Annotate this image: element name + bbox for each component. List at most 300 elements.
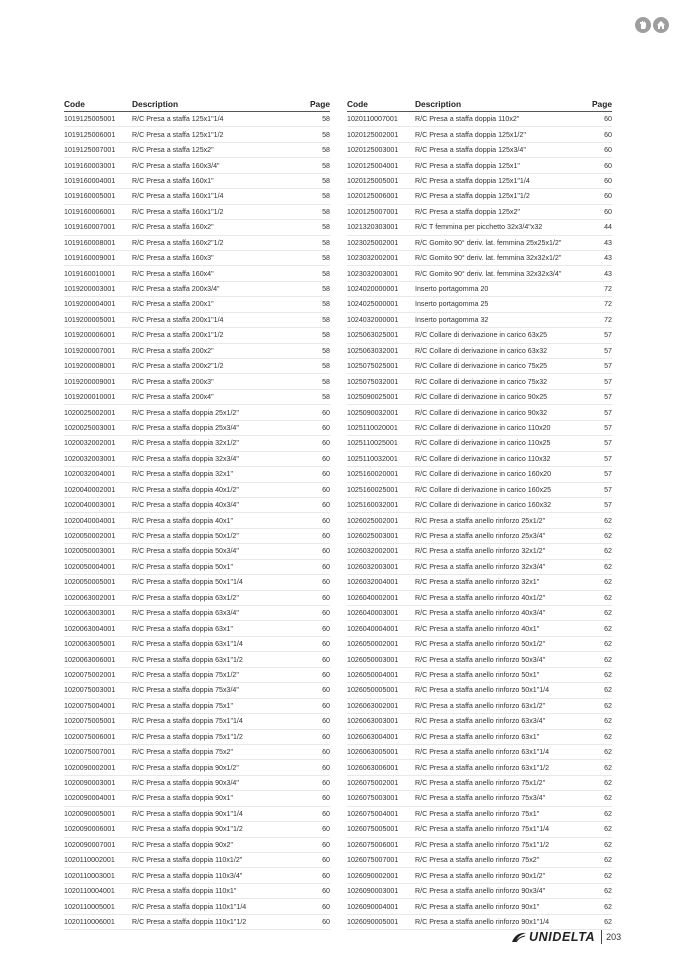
cell-page: 62 (585, 683, 612, 698)
cell-description: R/C Presa a staffa doppia 63x1/2" (132, 590, 302, 605)
cell-description: R/C Presa a staffa anello rinforzo 50x1" (415, 667, 585, 682)
cell-description: R/C Presa a staffa 200x2" (132, 343, 302, 358)
cell-description: R/C Presa a staffa anello rinforzo 75x1"1/4 (415, 822, 585, 837)
cell-code: 1020110003001 (64, 868, 132, 883)
cell-description: R/C Presa a staffa doppia 110x1/2" (132, 853, 302, 868)
cell-page: 60 (302, 467, 330, 482)
cell-page: 60 (302, 683, 330, 698)
cell-code: 1020040003001 (64, 497, 132, 512)
cell-code: 1020025002001 (64, 405, 132, 420)
table-row (64, 528, 330, 543)
cell-page: 57 (585, 389, 612, 404)
cell-page: 72 (585, 312, 612, 327)
table-row (347, 142, 612, 157)
cell-page: 60 (302, 420, 330, 435)
table-row (347, 405, 612, 420)
table-row (64, 822, 330, 837)
cell-description: R/C Presa a staffa doppia 50x1" (132, 559, 302, 574)
cell-code: 1020075007001 (64, 744, 132, 759)
cell-code: 1026063005001 (347, 744, 415, 759)
cell-page: 62 (585, 837, 612, 852)
table-row (347, 220, 612, 235)
cell-page: 62 (585, 714, 612, 729)
cell-page: 62 (585, 899, 612, 914)
cell-page: 58 (302, 127, 330, 142)
cell-page: 60 (302, 744, 330, 759)
cell-code: 1020090006001 (64, 822, 132, 837)
cell-description: R/C Presa a staffa doppia 110x1"1/2 (132, 914, 302, 929)
cell-code: 1020125004001 (347, 158, 415, 173)
cell-code: 1026075002001 (347, 775, 415, 790)
cell-code: 1024025000001 (347, 297, 415, 312)
cell-code: 1019125006001 (64, 127, 132, 142)
cell-description: R/C Collare di derivazione in carico 110x20 (415, 420, 585, 435)
cell-page: 62 (585, 528, 612, 543)
table-row (64, 127, 330, 142)
cell-page: 60 (302, 451, 330, 466)
cell-description: R/C Presa a staffa doppia 110x1" (132, 883, 302, 898)
cell-code: 1026050004001 (347, 667, 415, 682)
table-row (347, 328, 612, 343)
cell-code: 1023025002001 (347, 235, 415, 250)
cell-page: 58 (302, 343, 330, 358)
cell-page: 62 (585, 883, 612, 898)
cell-description: R/C Gomito 90° deriv. lat. femmina 32x32x1/2" (415, 250, 585, 265)
table-row (64, 158, 330, 173)
cell-page: 43 (585, 250, 612, 265)
cell-description: R/C Presa a staffa anello rinforzo 75x1/2" (415, 775, 585, 790)
table-row (64, 683, 330, 698)
page-footer (510, 930, 621, 944)
cell-code: 1019200008001 (64, 359, 132, 374)
cell-code: 1020032004001 (64, 467, 132, 482)
cell-page: 62 (585, 590, 612, 605)
cell-page: 60 (302, 621, 330, 636)
table-row (64, 312, 330, 327)
cell-description: R/C Presa a staffa doppia 63x1"1/2 (132, 652, 302, 667)
table-row (64, 405, 330, 420)
cell-code: 1025110025001 (347, 436, 415, 451)
table-row (347, 343, 612, 358)
cell-page: 43 (585, 235, 612, 250)
cell-code: 1020050002001 (64, 528, 132, 543)
header-page: Page (302, 97, 330, 112)
cell-code: 1021320303001 (347, 220, 415, 235)
cell-page: 58 (302, 312, 330, 327)
cell-description: R/C Presa a staffa 200x1" (132, 297, 302, 312)
cell-code: 1026063003001 (347, 714, 415, 729)
cell-description: R/C Presa a staffa doppia 75x1/2" (132, 667, 302, 682)
cell-code: 1025075025001 (347, 359, 415, 374)
cell-code: 1025160032001 (347, 497, 415, 512)
cell-page: 57 (585, 328, 612, 343)
table-row (64, 914, 330, 929)
cell-code: 1020050005001 (64, 575, 132, 590)
table-row (347, 822, 612, 837)
cell-code: 1020090003001 (64, 775, 132, 790)
cell-page: 62 (585, 822, 612, 837)
cell-description: R/C Presa a staffa anello rinforzo 90x1"1/4 (415, 914, 585, 929)
table-row (347, 714, 612, 729)
cell-description: Inserto portagomma 25 (415, 297, 585, 312)
cell-code: 1019160004001 (64, 173, 132, 188)
cell-page: 60 (585, 142, 612, 157)
cell-page: 60 (302, 528, 330, 543)
table-row (64, 420, 330, 435)
table-row (64, 497, 330, 512)
unidelta-logo-icon (510, 930, 528, 944)
cell-page: 60 (302, 405, 330, 420)
cell-page: 60 (302, 606, 330, 621)
cell-description: R/C Presa a staffa 200x3/4" (132, 281, 302, 296)
table-row (347, 791, 612, 806)
cell-page: 62 (585, 667, 612, 682)
cell-page: 57 (585, 451, 612, 466)
table-row (64, 142, 330, 157)
table-row (347, 667, 612, 682)
cell-page: 60 (585, 127, 612, 142)
cell-page: 60 (302, 899, 330, 914)
cell-description: R/C Collare di derivazione in carico 110x32 (415, 451, 585, 466)
cell-code: 1020063002001 (64, 590, 132, 605)
hand-back-icon (638, 20, 648, 30)
cell-code: 1026025003001 (347, 528, 415, 543)
cell-code: 1026075004001 (347, 806, 415, 821)
table-row (64, 112, 330, 127)
cell-page: 62 (585, 513, 612, 528)
cell-description: R/C Presa a staffa 160x2" (132, 220, 302, 235)
cell-description: R/C Presa a staffa doppia 75x1"1/4 (132, 714, 302, 729)
cell-code: 1019200004001 (64, 297, 132, 312)
cell-code: 1020125006001 (347, 189, 415, 204)
table-header (347, 97, 612, 112)
cell-code: 1026040004001 (347, 621, 415, 636)
cell-description: R/C Presa a staffa 160x1" (132, 173, 302, 188)
cell-page: 62 (585, 621, 612, 636)
brand-logo (510, 930, 595, 944)
cell-code: 1020090002001 (64, 760, 132, 775)
table-row (64, 883, 330, 898)
table-row (64, 667, 330, 682)
cell-page: 57 (585, 343, 612, 358)
cell-page: 60 (302, 575, 330, 590)
page-number: 203 (606, 932, 622, 942)
table-row (347, 420, 612, 435)
table-row (64, 575, 330, 590)
cell-code: 1019200009001 (64, 374, 132, 389)
cell-code: 1026075003001 (347, 791, 415, 806)
table-row (347, 868, 612, 883)
cell-description: R/C Presa a staffa doppia 75x1" (132, 698, 302, 713)
table-row (347, 389, 612, 404)
cell-page: 60 (585, 173, 612, 188)
cell-code: 1020110004001 (64, 883, 132, 898)
cell-description: R/C Presa a staffa anello rinforzo 32x3/4" (415, 559, 585, 574)
table-row (64, 328, 330, 343)
cell-description: R/C Presa a staffa anello rinforzo 25x3/4" (415, 528, 585, 543)
cell-page: 60 (302, 714, 330, 729)
table-row (347, 683, 612, 698)
cell-page: 62 (585, 698, 612, 713)
table-row (347, 899, 612, 914)
cell-page: 60 (302, 883, 330, 898)
cell-description: R/C Presa a staffa anello rinforzo 75x2" (415, 853, 585, 868)
cell-description: R/C Presa a staffa anello rinforzo 40x1" (415, 621, 585, 636)
cell-code: 1025160020001 (347, 467, 415, 482)
table-row (347, 729, 612, 744)
cell-description: R/C Presa a staffa 125x1"1/2 (132, 127, 302, 142)
cell-code: 1026063002001 (347, 698, 415, 713)
table-row (64, 868, 330, 883)
table-row (64, 220, 330, 235)
footer-divider (601, 930, 602, 944)
cell-page: 62 (585, 652, 612, 667)
header-description: Description (132, 97, 302, 112)
cell-code: 1020110007001 (347, 112, 415, 127)
table-row (347, 436, 612, 451)
cell-description: R/C Presa a staffa doppia 125x3/4" (415, 142, 585, 157)
cell-description: R/C Presa a staffa doppia 90x1"1/4 (132, 806, 302, 821)
cell-page: 60 (302, 775, 330, 790)
table-row (347, 312, 612, 327)
cell-description: R/C Gomito 90° deriv. lat. femmina 32x32x3/4" (415, 266, 585, 281)
cell-page: 58 (302, 235, 330, 250)
cell-code: 1020063006001 (64, 652, 132, 667)
cell-description: Inserto portagomma 20 (415, 281, 585, 296)
cell-description: R/C Collare di derivazione in carico 160x20 (415, 467, 585, 482)
cell-code: 1019160003001 (64, 158, 132, 173)
cell-page: 60 (585, 189, 612, 204)
cell-page: 43 (585, 266, 612, 281)
table-row (64, 806, 330, 821)
cell-page: 60 (302, 513, 330, 528)
cell-page: 62 (585, 853, 612, 868)
table-row (347, 297, 612, 312)
cell-code: 1020125005001 (347, 173, 415, 188)
cell-code: 1026075007001 (347, 853, 415, 868)
cell-code: 1019125007001 (64, 142, 132, 157)
cell-description: R/C Presa a staffa doppia 32x3/4" (132, 451, 302, 466)
cell-code: 1019200005001 (64, 312, 132, 327)
table-row (64, 451, 330, 466)
cell-description: R/C Presa a staffa doppia 40x1" (132, 513, 302, 528)
cell-description: R/C Presa a staffa anello rinforzo 75x1"1/2 (415, 837, 585, 852)
cell-description: R/C T femmina per picchetto 32x3/4"x32 (415, 220, 585, 235)
cell-description: R/C Collare di derivazione in carico 160x25 (415, 482, 585, 497)
cell-description: R/C Collare di derivazione in carico 75x25 (415, 359, 585, 374)
cell-description: R/C Presa a staffa anello rinforzo 63x1" (415, 729, 585, 744)
cell-description: R/C Presa a staffa anello rinforzo 40x3/4" (415, 606, 585, 621)
table-row (347, 621, 612, 636)
back-button[interactable] (635, 17, 651, 33)
table-row (347, 883, 612, 898)
cell-code: 1026040003001 (347, 606, 415, 621)
table-row (347, 575, 612, 590)
table-row (64, 281, 330, 296)
cell-description: R/C Collare di derivazione in carico 75x32 (415, 374, 585, 389)
table-row (64, 250, 330, 265)
cell-description: R/C Presa a staffa anello rinforzo 32x1" (415, 575, 585, 590)
cell-description: R/C Collare di derivazione in carico 90x25 (415, 389, 585, 404)
cell-page: 60 (302, 652, 330, 667)
table-row (64, 559, 330, 574)
cell-description: R/C Presa a staffa doppia 25x3/4" (132, 420, 302, 435)
cell-code: 1026063004001 (347, 729, 415, 744)
cell-code: 1023032003001 (347, 266, 415, 281)
cell-description: R/C Presa a staffa doppia 90x3/4" (132, 775, 302, 790)
table-row (347, 173, 612, 188)
cell-description: R/C Presa a staffa doppia 25x1/2" (132, 405, 302, 420)
header-description: Description (415, 97, 585, 112)
cell-description: R/C Presa a staffa doppia 63x1"1/4 (132, 636, 302, 651)
table-row (347, 544, 612, 559)
cell-page: 60 (302, 698, 330, 713)
cell-code: 1020032003001 (64, 451, 132, 466)
cell-description: R/C Presa a staffa doppia 50x1/2" (132, 528, 302, 543)
cell-code: 1020125007001 (347, 204, 415, 219)
cell-page: 57 (585, 467, 612, 482)
cell-code: 1026032004001 (347, 575, 415, 590)
cell-description: R/C Presa a staffa 160x4" (132, 266, 302, 281)
cell-page: 60 (302, 667, 330, 682)
cell-code: 1026075006001 (347, 837, 415, 852)
table-row (347, 528, 612, 543)
table-row (347, 760, 612, 775)
cell-description: R/C Presa a staffa doppia 125x1"1/4 (415, 173, 585, 188)
cell-code: 1020025003001 (64, 420, 132, 435)
cell-page: 58 (302, 173, 330, 188)
cell-page: 72 (585, 297, 612, 312)
cell-description: R/C Presa a staffa anello rinforzo 90x3/4" (415, 883, 585, 898)
table-row (64, 389, 330, 404)
cell-description: R/C Presa a staffa doppia 90x1/2" (132, 760, 302, 775)
cell-description: R/C Presa a staffa doppia 110x3/4" (132, 868, 302, 883)
cell-code: 1026090003001 (347, 883, 415, 898)
cell-page: 62 (585, 575, 612, 590)
cell-code: 1019200007001 (64, 343, 132, 358)
cell-page: 60 (302, 636, 330, 651)
cell-code: 1025075032001 (347, 374, 415, 389)
cell-page: 60 (302, 914, 330, 929)
cell-code: 1020063004001 (64, 621, 132, 636)
cell-description: R/C Presa a staffa doppia 40x1/2" (132, 482, 302, 497)
home-button[interactable] (653, 17, 669, 33)
table-row (64, 359, 330, 374)
cell-page: 58 (302, 142, 330, 157)
cell-code: 1020125003001 (347, 142, 415, 157)
table-row (64, 173, 330, 188)
cell-description: R/C Presa a staffa anello rinforzo 50x3/4" (415, 652, 585, 667)
cell-page: 60 (302, 760, 330, 775)
cell-page: 58 (302, 374, 330, 389)
home-icon (656, 20, 666, 30)
cell-description: R/C Presa a staffa anello rinforzo 63x1"1/4 (415, 744, 585, 759)
cell-code: 1026090005001 (347, 914, 415, 929)
cell-description: R/C Presa a staffa 200x4" (132, 389, 302, 404)
cell-description: R/C Presa a staffa 200x3" (132, 374, 302, 389)
table-row (64, 714, 330, 729)
cell-page: 62 (585, 868, 612, 883)
table-row (347, 250, 612, 265)
cell-code: 1026075005001 (347, 822, 415, 837)
cell-description: R/C Presa a staffa doppia 50x1"1/4 (132, 575, 302, 590)
cell-description: R/C Presa a staffa 160x3" (132, 250, 302, 265)
cell-page: 62 (585, 914, 612, 929)
cell-page: 58 (302, 281, 330, 296)
table-row (347, 127, 612, 142)
cell-description: R/C Presa a staffa anello rinforzo 90x1/2" (415, 868, 585, 883)
table-row (64, 189, 330, 204)
cell-code: 1024020000001 (347, 281, 415, 296)
table-row (347, 837, 612, 852)
table-row (347, 513, 612, 528)
cell-description: R/C Presa a staffa doppia 125x2" (415, 204, 585, 219)
table-row (347, 914, 612, 929)
cell-code: 1020040004001 (64, 513, 132, 528)
table-row (64, 899, 330, 914)
cell-page: 62 (585, 806, 612, 821)
cell-code: 1020090004001 (64, 791, 132, 806)
cell-description: R/C Presa a staffa anello rinforzo 50x1/2" (415, 636, 585, 651)
cell-description: R/C Presa a staffa 200x1"1/4 (132, 312, 302, 327)
cell-description: R/C Presa a staffa doppia 75x2" (132, 744, 302, 759)
cell-code: 1020090005001 (64, 806, 132, 821)
cell-page: 58 (302, 220, 330, 235)
table-row (64, 266, 330, 281)
cell-code: 1020075006001 (64, 729, 132, 744)
table-row (64, 791, 330, 806)
cell-page: 60 (585, 158, 612, 173)
cell-description: R/C Presa a staffa doppia 125x1"1/2 (415, 189, 585, 204)
cell-code: 1020040002001 (64, 482, 132, 497)
cell-code: 1026032002001 (347, 544, 415, 559)
cell-description: R/C Presa a staffa doppia 32x1" (132, 467, 302, 482)
cell-page: 57 (585, 497, 612, 512)
cell-page: 60 (302, 822, 330, 837)
cell-code: 1026090002001 (347, 868, 415, 883)
cell-page: 57 (585, 374, 612, 389)
table-row (64, 374, 330, 389)
table-row (64, 837, 330, 852)
code-table-left (64, 97, 330, 930)
cell-description: R/C Collare di derivazione in carico 110x25 (415, 436, 585, 451)
cell-page: 57 (585, 359, 612, 374)
table-row (347, 497, 612, 512)
table-row (347, 698, 612, 713)
cell-description: R/C Presa a staffa 160x1"1/4 (132, 189, 302, 204)
table-row (347, 204, 612, 219)
table-row (64, 482, 330, 497)
cell-code: 1026025002001 (347, 513, 415, 528)
cell-description: R/C Presa a staffa doppia 125x1" (415, 158, 585, 173)
cell-page: 44 (585, 220, 612, 235)
table-row (64, 621, 330, 636)
cell-description: R/C Gomito 90° deriv. lat. femmina 25x25x1/2" (415, 235, 585, 250)
cell-page: 72 (585, 281, 612, 296)
cell-description: R/C Presa a staffa 200x1"1/2 (132, 328, 302, 343)
cell-code: 1020110006001 (64, 914, 132, 929)
cell-code: 1026050003001 (347, 652, 415, 667)
table-row (64, 513, 330, 528)
cell-page: 58 (302, 189, 330, 204)
cell-page: 60 (302, 482, 330, 497)
cell-page: 62 (585, 559, 612, 574)
cell-page: 57 (585, 405, 612, 420)
table-row (64, 760, 330, 775)
cell-code: 1019200010001 (64, 389, 132, 404)
table-row (64, 698, 330, 713)
table-row (347, 853, 612, 868)
